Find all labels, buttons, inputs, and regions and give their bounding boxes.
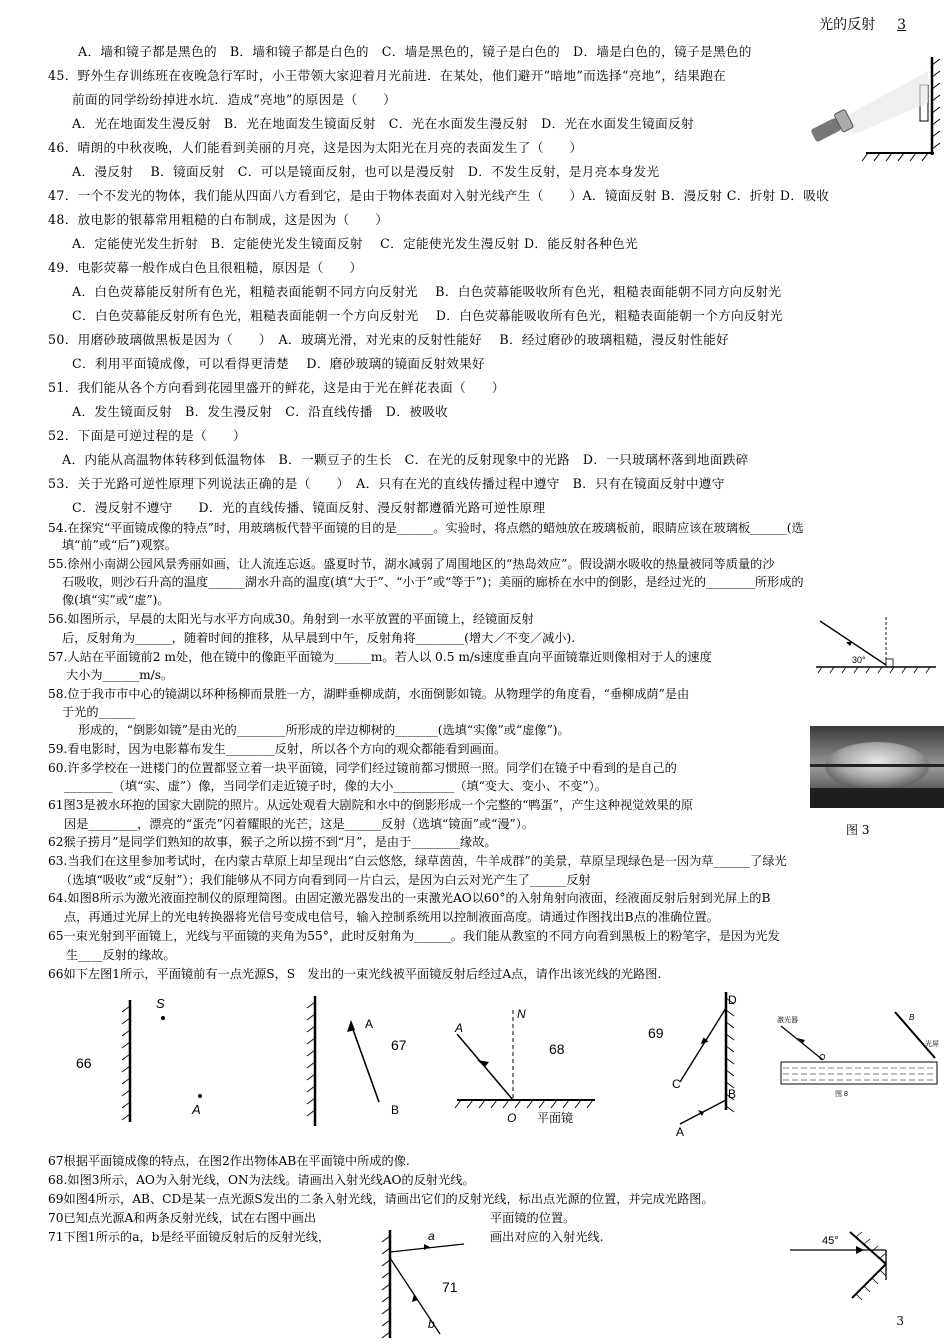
text-line: 53．关于光路可逆性原理下列说法正确的是（ ） A．只有在光的直线传播过程中遵守 B．只有在镜面反射中遵守	[48, 476, 725, 491]
text-line: 52．下面是可逆过程的是（ ）	[48, 428, 246, 443]
screen-label: 光屏	[925, 1041, 939, 1048]
text-line: 63.当我们在这里参加考试时，在内蒙古草原上却呈现出“白云悠悠，绿草茵茵，牛羊成群”的美景，草原呈现绿色是一因为草______了绿光	[48, 854, 787, 868]
point-label: O	[819, 1053, 826, 1062]
figure-66-mirror-source	[60, 990, 220, 1130]
figure-number: 66	[76, 1055, 92, 1071]
text-line: 57.人站在平面镜前2 m处，他在镜中的像距平面镜为______m。若人以 0.5 m/s速度垂直向平面镜靠近则像相对于人的速度	[48, 650, 712, 664]
text-line: 石吸收，则沙石升高的温度______湖水升高的温度(填“大于”、“小于”或“等于”)；美丽的廊桥在水中的倒影，是经过光的________所形成的	[62, 575, 804, 589]
mirror-label: 平面镜	[537, 1111, 574, 1125]
figure-caption: 图 8	[835, 1091, 848, 1098]
point-label: C	[672, 1077, 681, 1091]
figure-number: 69	[648, 1025, 664, 1041]
page-header	[819, 14, 906, 34]
text-line: ________（填“实、虚”）像，当同学们走近镜子时，像的大小__________（填“变大、变小、不变”）。	[64, 779, 607, 793]
point-label: D	[728, 993, 737, 1007]
text-line: 50．用磨砂玻璃做黑板是因为（ ） A．玻璃光滑，对光束的反射性能好 B．经过磨砂的玻璃粗糙，漫反射性能好	[48, 332, 730, 347]
text-line: A．内能从高温物体转移到低温物体 B．一颗豆子的生长 C．在光的反射现象中的光路 D．一只玻璃杯落到地面跌碎	[62, 452, 749, 467]
text-line: C．漫反射不遵守 D．光的直线传播、镜面反射、漫反射都遵循光路可逆性原理	[72, 500, 546, 515]
header-title: 光的反射	[819, 17, 876, 33]
figure-8-laser-level	[775, 1010, 945, 1100]
ray-label: A	[455, 1021, 464, 1035]
text-line: C．白色荧幕能反射所有色光，粗糙表面能朝一个方向反射光 D．白色荧幕能吸收所有色光，粗糙表面能朝一个方向反射光	[72, 308, 783, 323]
text-line: A．发生镜面反射 B．发生漫反射 C．沿直线传播 D．被吸收	[72, 404, 449, 419]
figure-number: 67	[391, 1037, 407, 1053]
figure-caption: 图 3	[846, 823, 870, 837]
text-line: 46．晴朗的中秋夜晚，人们能看到美丽的月亮，这是因为太阳光在月亮的表面发生了（ ）	[48, 140, 583, 155]
text-line: 67根据平面镜成像的特点，在图2作出物体AB在平面镜中所成的像.	[48, 1154, 410, 1168]
point-label: B	[909, 1013, 915, 1022]
text-line: 48．放电影的银幕常用粗糙的白布制成，这是因为（ ）	[48, 212, 389, 227]
text-line: 70已知点光源A和两条反射光线，试在右图中画出	[48, 1211, 317, 1225]
header-page-number: 3	[897, 17, 906, 33]
flashlight-mirror-figure	[810, 55, 944, 163]
figure-69-two-rays	[640, 990, 740, 1140]
figure-71-reflected-rays	[370, 1228, 490, 1340]
figure-68-incident-ray	[445, 1000, 605, 1134]
endpoint-label: A	[365, 1017, 374, 1031]
text-line: 后，反射角为______，随着时间的推移，从早晨到中午，反射角将________(增大／不变／减小).	[62, 631, 576, 645]
text-line: 生____反射的缘故。	[66, 948, 176, 962]
text-line: 68.如图3所示，AO为入射光线，ON为法线。请画出入射光线AO的反射光线。	[48, 1173, 475, 1187]
source-label: S	[156, 996, 165, 1011]
text-line: 66如下左图1所示，平面镜前有一点光源S，S 发出的一束光线被平面镜反射后经过A点，请作出该光线的光路图.	[48, 967, 662, 981]
figure-number: 68	[549, 1041, 565, 1057]
text-line: 59.看电影时，因为电影幕布发生________反射，所以各个方向的观众都能看到画面。	[48, 742, 507, 756]
text-line: 像(填“实”或“虚”)。	[62, 593, 170, 607]
text-line: 49．电影荧幕一般作成白色且很粗糙，原因是（ ）	[48, 260, 363, 275]
point-label: A	[192, 1102, 201, 1117]
text-line: 平面镜的位置。	[490, 1211, 576, 1225]
point-label: B	[728, 1087, 737, 1101]
figure-67-object-mirror	[295, 990, 435, 1130]
point-label: A	[676, 1125, 685, 1139]
text-line: 点，再通过光屏上的光电转换器将光信号变成电信号，输入控制系统用以控制液面高度。请通过作图找出B点的准确位置。	[64, 910, 719, 924]
text-line: 47．一个不发光的物体，我们能从四面八方看到它，是由于物体表面对入射光线产生（ ）A．镜面反射 B．漫反射 C．折射 D．吸收	[48, 188, 830, 203]
text-line: 因是________，漂亮的“蛋壳”闪着耀眼的光芒，这是______反射（选填“镜面”或“漫”）。	[64, 817, 535, 831]
text-line: 64.如图8所示为激光液面控制仪的原理简图。由固定激光器发出的一束激光AO以60°的入射角射向液面，经液面反射后射到光屏上的B	[48, 891, 771, 905]
text-line: 大小为______m/s。	[66, 668, 174, 682]
endpoint-label: B	[391, 1103, 400, 1117]
normal-label: N	[517, 1007, 526, 1021]
text-line: 62猴子捞月”是同学们熟知的故事，猴子之所以捞不到“月”，是由于________缘故。	[48, 835, 497, 849]
text-line: A．光在地面发生漫反射 B．光在地面发生镜面反射 C．光在水面发生漫反射 D．光在水面发生镜面反射	[72, 116, 694, 131]
text-line: 65一束光射到平面镜上，光线与平面镜的夹角为55°，此时反射角为______。我们能从教室的不同方向看到黑板上的粉笔字，是因为光发	[48, 929, 780, 943]
laser-label: 激光器	[777, 1017, 798, 1024]
theatre-reflection-photo	[810, 726, 944, 808]
footer-page-number: 3	[896, 1314, 904, 1328]
text-line: 69如图4所示，AB、CD是某一点光源S发出的二条入射光线，请画出它们的反射光线，标出点光源的位置，并完成光路图。	[48, 1192, 714, 1206]
text-line: 51．我们能从各个方向看到花园里盛开的鲜花，这是由于光在鲜花表面（ ）	[48, 380, 505, 395]
text-line: 前面的同学纷纷掉进水坑．造成“亮地”的原因是（ ）	[72, 92, 397, 107]
text-line: 画出对应的入射光线.	[490, 1230, 604, 1244]
text-line: 58.位于我市市中心的镜湖以环种杨柳而景胜一方，湖畔垂柳成荫，水面倒影如镜。从物理学的角度看，“垂柳成荫”是由	[48, 687, 690, 701]
text-line: 56.如图所示，早晨的太阳光与水平方向成30。角射到一水平放置的平面镜上，经镜面反射	[48, 612, 534, 626]
text-line: 于光的______	[62, 705, 136, 719]
figure-70-corner-mirror	[786, 1228, 916, 1304]
point-label: O	[507, 1111, 517, 1125]
text-line: 71下图1所示的a，b是经平面镜反射后的反射光线，	[48, 1230, 331, 1244]
text-line: A．墙和镜子都是黑色的 B．墙和镜子都是白色的 C．墙是黑色的，镜子是白色的 D．墙是白色的，镜子是黑色的	[78, 44, 752, 59]
text-line: （选填“吸收”或“反射”）；我们能够从不同方向看到同一片白云，是因为白云对光产生了______反射	[60, 873, 591, 887]
text-line: A．漫反射 B．镜面反射 C．可以是镜面反射，也可以是漫反射 D．不发生反射，是月亮本身发光	[72, 164, 660, 179]
text-line: 45．野外生存训练班在夜晚急行军时，小王带领大家迎着月光前进．在某处，他们避开“暗地”而选择“亮地”，结果跑在	[48, 68, 727, 83]
text-line: A．白色荧幕能反射所有色光，粗糙表面能朝不同方向反射光 B．白色荧幕能吸收所有色光，粗糙表面能朝不同方向反射光	[72, 284, 782, 299]
text-line: 60.许多学校在一进楼门的位置都竖立着一块平面镜，同学们经过镜前都习惯照一照。同学们在镜子中看到的是自己的	[48, 761, 677, 775]
text-line: 形成的，“倒影如镜”是由光的________所形成的岸边柳树的_______(选填“实像”或“虚像”)。	[78, 723, 570, 737]
text-line: 54.在探究“平面镜成像的特点”时，用玻璃板代替平面镜的目的是______。实验时，将点燃的蜡烛放在玻璃板前，眼睛应该在玻璃板______(选	[48, 521, 804, 535]
text-line: 填“前”或“后”)观察。	[62, 538, 177, 552]
text-line: C．利用平面镜成像，可以看得更清楚 D．磨砂玻璃的镜面反射效果好	[72, 356, 486, 371]
text-line: 61图3是被水环抱的国家大剧院的照片。从远处观看大剧院和水中的倒影形成一个完整的“鸭蛋”，产生这种视觉效果的原	[48, 798, 694, 812]
angle-label: 45°	[822, 1235, 839, 1247]
sunlight-mirror-figure	[812, 615, 938, 675]
angle-label: 30°	[852, 655, 866, 665]
figure-number: 71	[442, 1279, 458, 1295]
ray-label: a	[428, 1229, 435, 1243]
ray-label: b	[428, 1317, 435, 1331]
text-line: A．定能使光发生折射 B．定能使光发生镜面反射 C．定能使光发生漫反射 D．能反射各种色光	[72, 236, 638, 251]
text-line: 55.徐州小南湖公园风景秀丽如画，让人流连忘返。盛夏时节，湖水减弱了周围地区的“热岛效应”。假设湖水吸收的热量被同等质量的沙	[48, 557, 775, 571]
